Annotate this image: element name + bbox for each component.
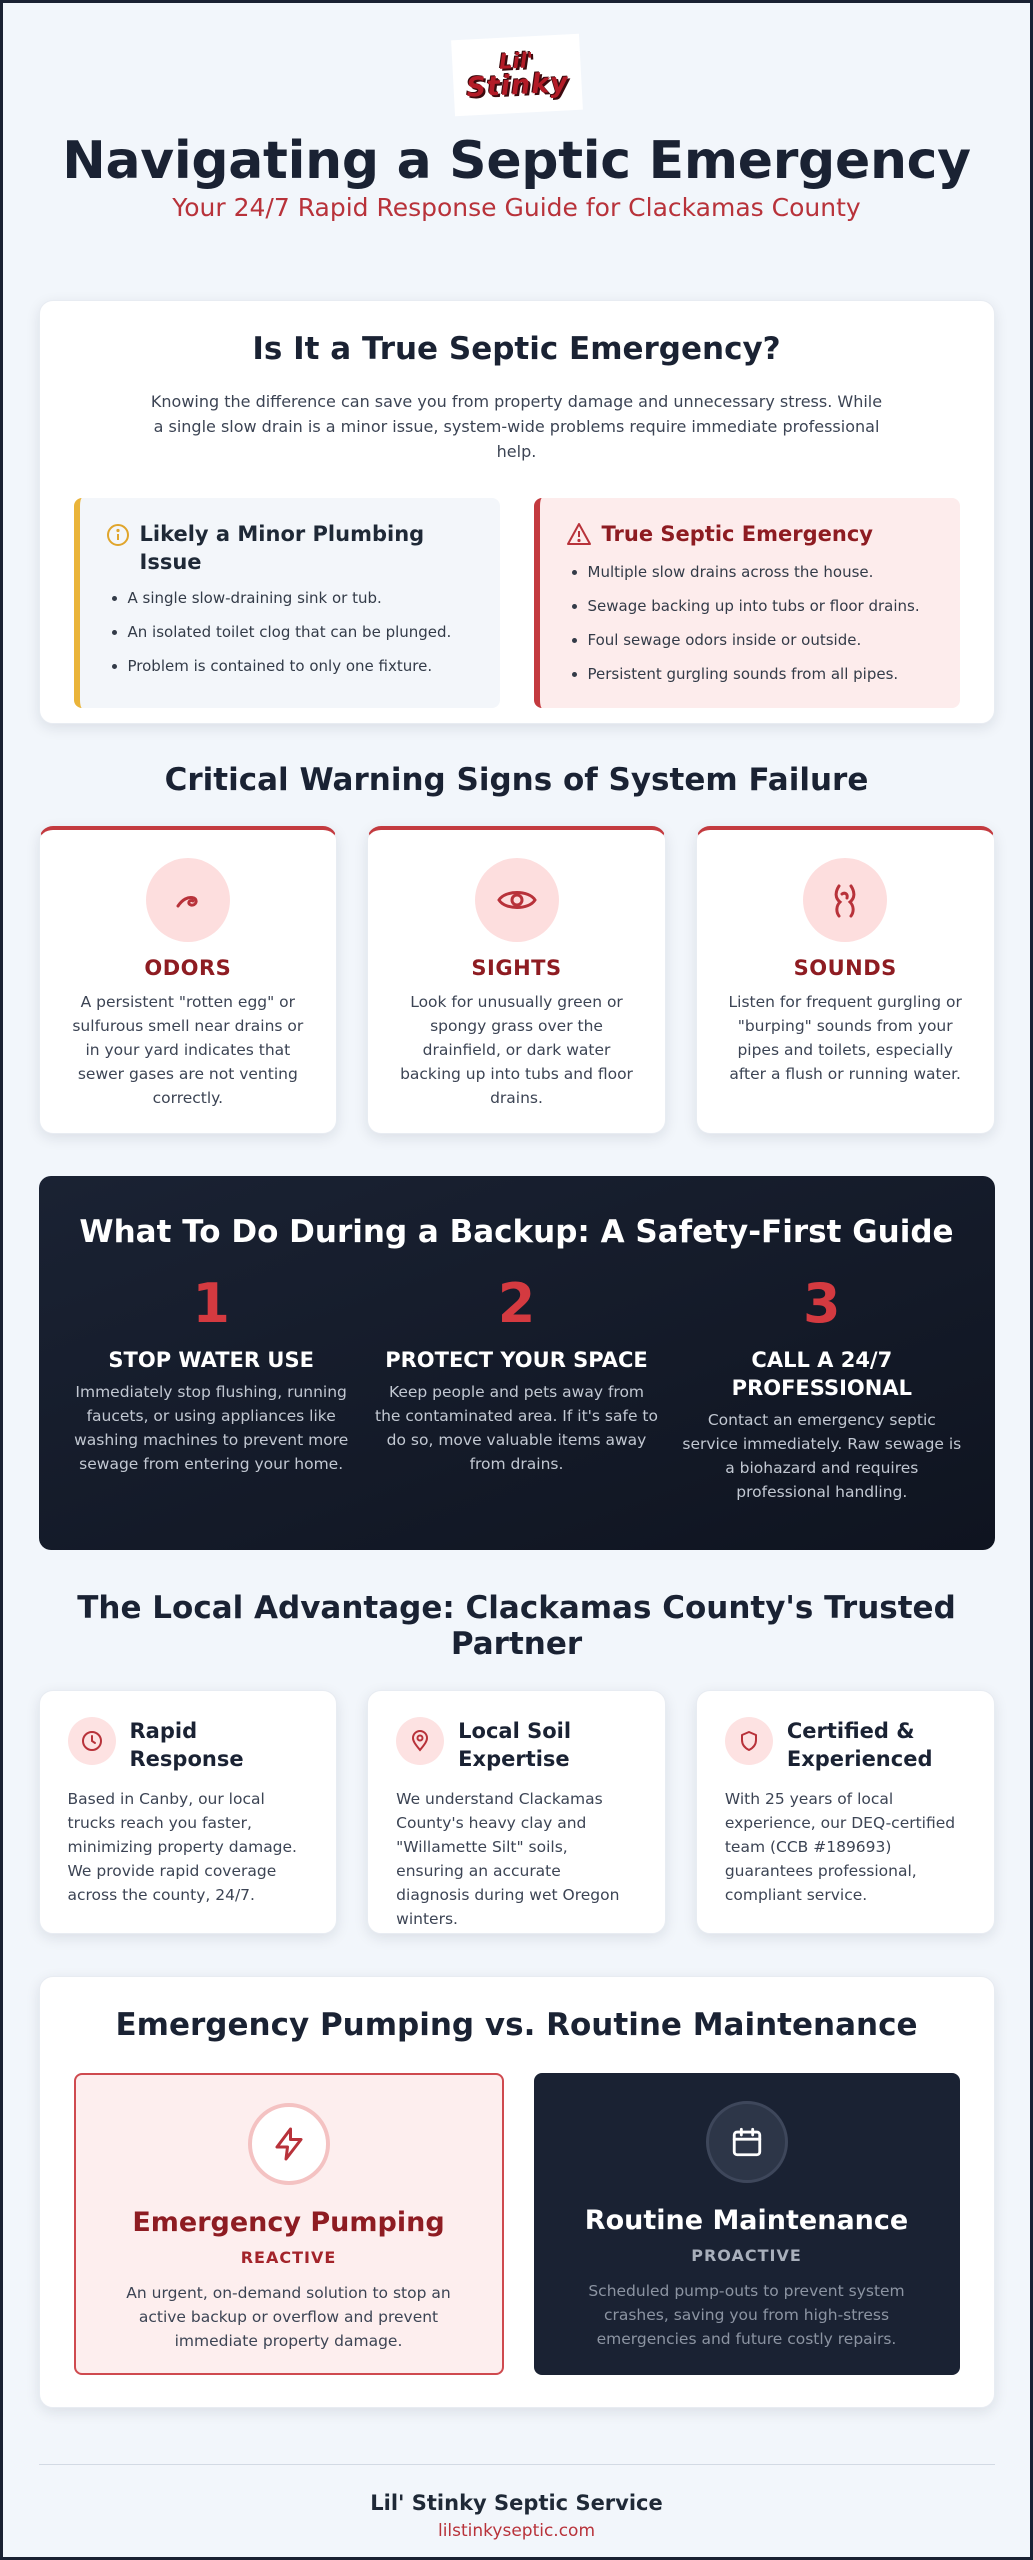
emergency-pumping-tag: REACTIVE [240, 2248, 337, 2267]
page-subtitle: Your 24/7 Rapid Response Guide for Clackamas County [172, 193, 861, 222]
content [39, 37, 995, 2541]
sign-title: SOUNDS [793, 956, 897, 980]
advantage-title: Rapid Response [129, 1719, 244, 1771]
true-emergency-title: True Septic Emergency [601, 522, 873, 546]
step-number: 3 [803, 1272, 841, 1335]
step-text: Immediately stop flushing, running faucets, or using appliances like washing machines to prevent more sewage from entering your home. [74, 1383, 349, 1473]
step-title: CALL A 24/7 PROFESSIONAL [731, 1348, 912, 1400]
routine-maintenance-box [534, 2073, 960, 2375]
list-item: • Sewage backing up into tubs or floor drains. [588, 596, 934, 616]
clock-icon [68, 1717, 116, 1765]
advantage-text: With 25 years of local experience, our DEQ-certified team (CCB #189693) guarantees professional, compliant service. [724, 1790, 956, 1904]
company-name: Lil' Stinky Septic Service [370, 2491, 663, 2515]
step-number: 2 [497, 1272, 536, 1335]
routine-maintenance-tag: PROACTIVE [691, 2246, 802, 2265]
step-title: STOP WATER USE [108, 1348, 314, 1372]
minor-issue-box [74, 498, 500, 708]
page-title: Navigating a Septic Emergency [62, 131, 971, 191]
step-text: Contact an emergency septic service immediately. Raw sewage is a biohazard and requires professional handling. [682, 1411, 962, 1501]
advantage-text: Based in Canby, our local trucks reach you faster, minimizing property damage. We provide rapid coverage across the county, 24/7. [67, 1790, 297, 1904]
true-emergency-list [566, 562, 934, 684]
minor-issue-title: Likely a Minor Plumbing Issue [139, 522, 425, 574]
advantage-card-rapid [39, 1690, 338, 1934]
advantage-card-soil [367, 1690, 666, 1934]
sign-card-sounds [696, 826, 995, 1134]
emergency-check-title: Is It a True Septic Emergency? [252, 331, 781, 367]
step-text: Keep people and pets away from the contaminated area. If it's safe to do so, move valuable items away from drains. [375, 1383, 658, 1473]
warning-signs-grid [39, 826, 995, 1134]
warning-triangle-icon [566, 522, 592, 550]
ear-icon [803, 858, 887, 942]
brand-logo [451, 34, 583, 117]
routine-maintenance-title: Routine Maintenance [584, 2205, 909, 2236]
shield-icon [725, 1717, 773, 1765]
step-2 [374, 1274, 659, 1504]
sign-card-sights [367, 826, 666, 1134]
list-item: • Persistent gurgling sounds from all pipes. [588, 664, 934, 684]
advantage-title: Local Soil Expertise [458, 1719, 572, 1771]
sign-title: ODORS [144, 956, 232, 980]
emergency-pumping-text: An urgent, on-demand solution to stop an active backup or overflow and prevent immediate property damage. [126, 2284, 451, 2350]
eye-icon [475, 858, 559, 942]
emergency-check-description: Knowing the difference can save you from property damage and unnecessary stress. While a single slow drain is a minor issue, system-wide problems require immediate professional help. [150, 392, 883, 461]
local-advantage-title: The Local Advantage: Clackamas County's Trusted Partner [77, 1590, 956, 1662]
list-item: • An isolated toilet clog that can be plunged. [128, 622, 474, 642]
warning-signs-title: Critical Warning Signs of System Failure [164, 762, 869, 798]
pumping-comparison-card [39, 1976, 995, 2408]
list-item: • A single slow-draining sink or tub. [128, 588, 474, 608]
list-item: • Multiple slow drains across the house. [588, 562, 934, 582]
list-item: • Foul sewage odors inside or outside. [588, 630, 934, 650]
advantage-card-certified [696, 1690, 995, 1934]
map-pin-icon [396, 1717, 444, 1765]
advantage-title: Certified & Experienced [786, 1719, 933, 1771]
list-item: • Problem is contained to only one fixture. [128, 656, 474, 676]
routine-maintenance-text: Scheduled pump-outs to prevent system crashes, saving you from high-stress emergencies and future costly repairs. [588, 2282, 905, 2348]
step-3 [679, 1274, 964, 1504]
sign-text: A persistent "rotten egg" or sulfurous smell near drains or in your yard indicates that sewer gases are not venting correctly. [72, 993, 304, 1107]
step-1 [69, 1274, 354, 1504]
pumping-comparison-title: Emergency Pumping vs. Routine Maintenance [115, 2007, 918, 2043]
emergency-pumping-box [74, 2073, 504, 2375]
advantage-text: We understand Clackamas County's heavy clay and "Willamette Silt" soils, ensuring an accurate diagnosis during wet Oregon winters. [396, 1790, 620, 1928]
calendar-icon [706, 2101, 788, 2183]
sign-card-odors [39, 826, 338, 1134]
logo-line-1: Lil' [498, 48, 534, 74]
website-link[interactable]: lilstinkyseptic.com [437, 2521, 596, 2541]
sign-text: Listen for frequent gurgling or "burping" sounds from your pipes and toilets, especially after a flush or running water. [728, 993, 962, 1083]
nose-icon [146, 858, 230, 942]
true-emergency-box [534, 498, 960, 708]
lightning-icon [248, 2103, 330, 2185]
step-title: PROTECT YOUR SPACE [385, 1348, 648, 1372]
footer [39, 2464, 995, 2541]
logo-line-2: Stinky [465, 67, 569, 104]
backup-guide-panel [39, 1176, 995, 1550]
sign-title: SIGHTS [471, 956, 562, 980]
step-number: 1 [192, 1272, 230, 1335]
sign-text: Look for unusually green or spongy grass over the drainfield, or dark water backing up into tubs and floor drains. [400, 993, 633, 1107]
advantage-grid [39, 1690, 995, 1934]
emergency-check-card [39, 300, 995, 724]
backup-guide-title: What To Do During a Backup: A Safety-First Guide [79, 1214, 954, 1250]
emergency-pumping-title: Emergency Pumping [132, 2207, 445, 2238]
minor-issue-list [106, 588, 474, 676]
info-icon [106, 523, 130, 551]
